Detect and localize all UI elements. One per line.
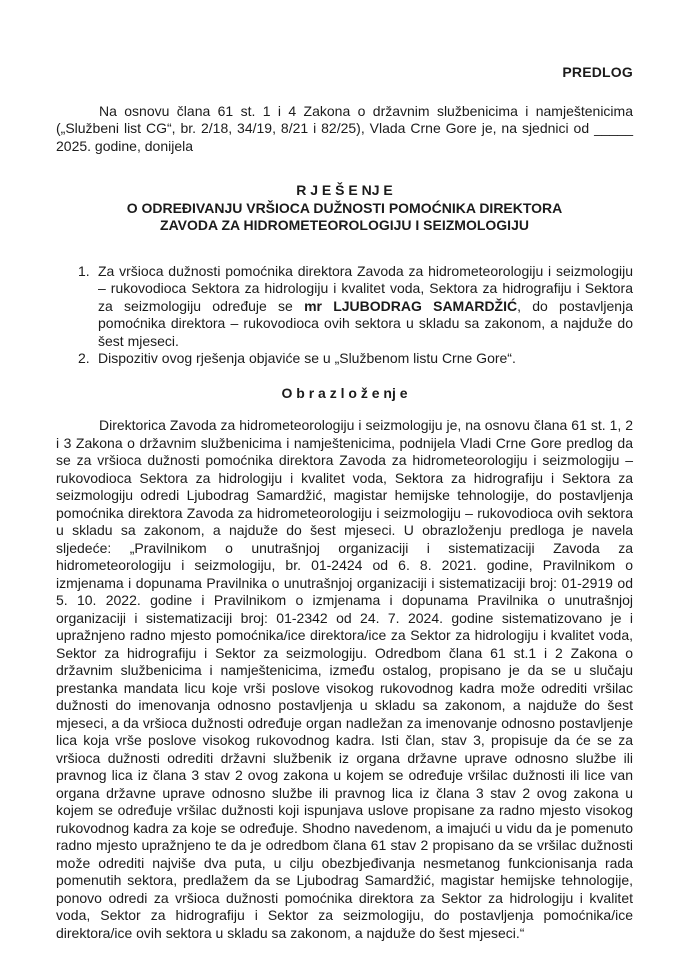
item-1-text-after-name: , do postavljenja pomoćnika direktora – rukovodioca ovih sektora u skladu sa zakonom, a najduže do šest mjeseci.	[98, 297, 633, 349]
explanation-paragraph: Direktorica Zavoda za hidrometeorologiju i seizmologiju je, na osnovu člana 61 st. 1, 2 i 3 Zakona o državnim službenicima i namještenicima, podnijela Vladi Crne Gore predlog da se za vršioca dužnosti pomoćnika direktora Zavoda za hidrometeorologiju i seizmologiju – rukovodioca Sektora za hidrologiju i kvalitet voda, Sektora za hidrografiju i Sektora za seizmologiju odredi Ljubodrag Samardžić, magistar hemijske tehnologije, do postavljenja pomoćnika direktora Zavoda za hidrometeorologiju i seizmologiju – rukovodioca ovih sektora u skladu sa zakonom, a najduže do šest mjeseci. U obrazloženju predloga je navela sljedeće: „Pravilnikom o unutrašnjoj organizaciji i sistematizaciji Zavoda za hidrometeorologiju i seizmologiju, br. 01-2424 od 6. 8. 2021. godine, Pravilnikom o izmjenama i dopunama Pravilnika o unutrašnjoj organizaciji i sistematizaciji broj: 01-2919 od 5. 10. 2022. godine i Pravilnikom o izmjenama i dopunama Pravilnika o unutrašnjoj organizaciji i sistematizaciji broj: 01-2342 od 24. 7. 2024. godine sistematizovano je i upražnjeno radno mjesto pomoćnika/ice direktora/ice za Sektor za hidrologiju i kvalitet voda, Sektor za hidrografiju i Sektor za seizmologiju. Odredbom člana 61 st.1 i 2 Zakona o državnim službenicima i namještenicima, između ostalog, propisano je da se u slučaju prestanka mandata licu koje vrši poslove visokog rukovodnog kadra može odrediti vršilac dužnosti do imenovanja odnosno postavljenja u skladu sa zakonom, a najduže do šest mjeseci, a da vršioca dužnosti određuje organ nadležan za imenovanje odnosno postavljenje lica koja vrše poslove visokog rukovodnog kadra. Isti član, stav 3, propisuje da će se za vršioca dužnosti odrediti državni službenik iz organa državne uprave odnosno službe ili pravnog lica iz člana 3 stav 2 ovog zakona u kojem se određuje vršilac dužnosti ili lice van organa državne uprave odnosno službe ili pravnog lica iz člana 3 stav 2 ovog zakona u kojem se određuje vršilac dužnosti koji ispunjava uslove propisane za radno mjesto visokog rukovodnog kadra za koje se određuje. Shodno navedenom, a imajući u vidu da je pomenuto radno mjesto upražnjeno te da je odredbom člana 61 stav 2 propisano da se vršilac dužnosti može odrediti najviše dva puta, u cilju obezbjeđivanja nesmetanog funkcionisanja rada pomenutih sektora, predlažem da se Ljubodrag Samardžić, magistar hemijske tehnologije, ponovo odredi za vršioca dužnosti pomoćnika direktora za Sektor za hidrologiju i kvalitet voda, Sektor za hidrografiju i Sektor za seizmologiju, do postavljenja pomoćnika/ice direktora/ice ovih sektora u skladu sa zakonom, a najduže do šest mjeseci.“	[56, 417, 633, 941]
item-1-number: 1.	[78, 262, 90, 279]
item-2-text: Dispozitiv ovog rješenja objaviće se u „Službenom listu Crne Gore“.	[98, 350, 516, 366]
item-2-number: 2.	[78, 350, 90, 366]
resolution-items	[56, 263, 633, 368]
document-label: PREDLOG	[562, 64, 633, 80]
appointee-name: mr LJUBODRAG SAMARDŽIĆ	[304, 297, 518, 314]
resolution-item-1	[56, 263, 633, 351]
title-line-institution: ZAVODA ZA HIDROMETEOROLOGIJU I SEIZMOLOGIJU	[160, 217, 529, 233]
title-block	[56, 182, 633, 235]
resolution-item-2	[56, 350, 633, 368]
preamble-paragraph: Na osnovu člana 61 st. 1 i 4 Zakona o državnim službenicima i namještenicima („Službeni list CG“, br. 2/18, 34/19, 8/21 i 82/25), Vlada Crne Gore je, na sjednici od _____ 2025. godine, donijela	[56, 102, 633, 154]
item-1-text-before-name: Za vršioca dužnosti pomoćnika direktora Zavoda za hidrometeorologiju i seizmologiju – rukovodioca Sektora za hidrologiju i kvalitet voda, Sektora za hidrografiju i Sektora za seizmologiju određuje se	[98, 262, 633, 314]
title-line-subject: O ODREĐIVANJU VRŠIOCA DUŽNOSTI POMOĆNIKA DIREKTORA	[126, 199, 563, 216]
explanation-heading: O b r a z l o ž e nj e	[281, 384, 408, 401]
title-line-rjesenje: R J E Š E NJ E	[296, 182, 393, 198]
